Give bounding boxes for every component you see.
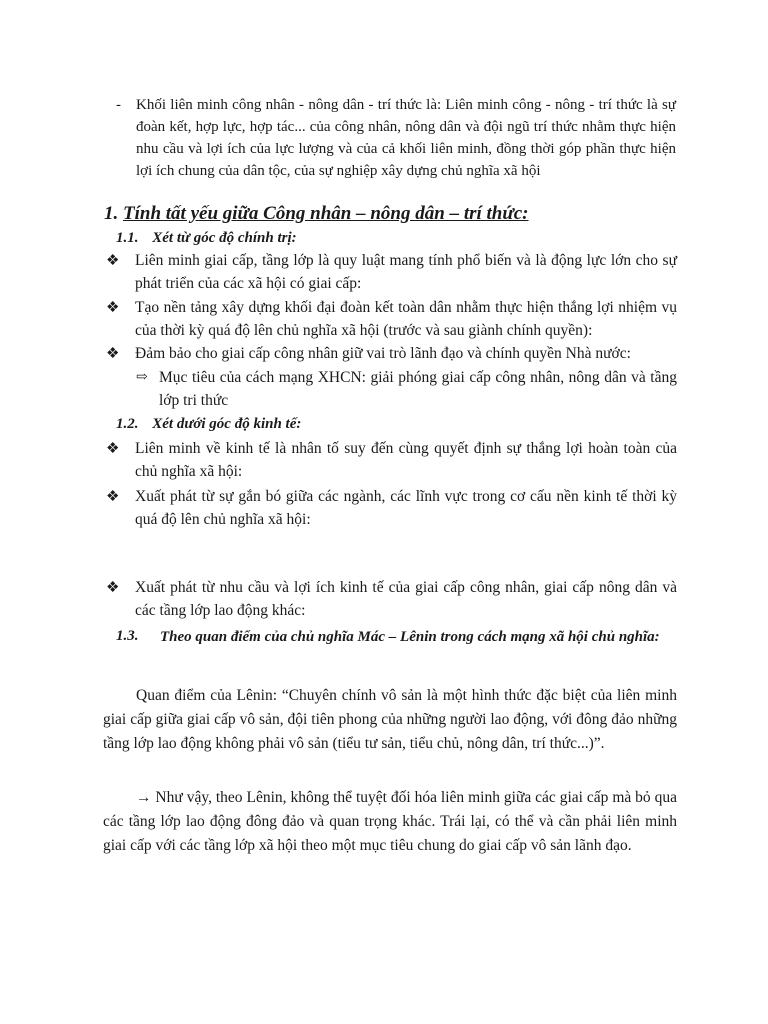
- diamond-bullet-icon: ❖: [106, 300, 120, 316]
- diamond-bullet-icon: ❖: [106, 580, 120, 596]
- list-item: Đảm bảo cho giai cấp công nhân giữ vai trò lãnh đạo và chính quyền Nhà nước:: [135, 345, 631, 362]
- subsection-number: 1.3.: [116, 628, 139, 644]
- intro-paragraph: Khối liên minh công nhân - nông dân - trí thức là: Liên minh công - nông - trí thức là sự đoàn kết, hợp lực, hợp tác... của công nhân, nông dân và đội ngũ trí thức nhằm thực hiện nhu cầu và lợi ích của lực lượng và của cả khối liên minh, đồng thời góp phần thực hiện lợi ích chung của dân tộc, của sự nghiệp xây dựng chủ nghĩa xã hội: [136, 97, 676, 179]
- conclusion-paragraph: → Như vậy, theo Lênin, không thể tuyệt đối hóa liên minh giữa các giai cấp mà bỏ qua các tầng lớp lao động đông đảo và quan trọng khác. Trái lại, có thể và cần phải liên minh giai cấp với các tầng lớp xã hội theo một mục tiêu chung do giai cấp vô sản lãnh đạo.: [103, 789, 677, 854]
- lenin-quote-paragraph: Quan điểm của Lênin: “Chuyên chính vô sản là một hình thức đặc biệt của liên minh giai cấp giữa giai cấp vô sản, đội tiên phong của những người lao động, với đông đảo những tầng lớp lao động không phải vô sản (tiểu tư sản, tiểu chủ, nông dân, trí thức...)”.: [103, 687, 677, 752]
- subsection-1-2-heading: [116, 413, 656, 435]
- diamond-bullet-icon: ❖: [106, 253, 120, 269]
- subsection-number: 1.2.: [116, 416, 139, 432]
- list-item: Tạo nền tảng xây dựng khối đại đoàn kết toàn dân nhằm thực hiện thắng lợi nhiệm vụ của thời kỳ quá độ lên chủ nghĩa xã hội (trước và sau giành chính quyền):: [135, 299, 677, 339]
- subsection-title: Xét từ góc độ chính trị:: [152, 230, 297, 246]
- subsection-number: 1.1.: [116, 230, 139, 246]
- subsection-title: Xét dưới góc độ kinh tế:: [152, 416, 302, 432]
- heading-title: Tính tất yếu giữa Công nhân – nông dân – trí thức:: [123, 203, 529, 224]
- diamond-bullet-icon: ❖: [106, 346, 120, 362]
- list-item: Liên minh giai cấp, tầng lớp là quy luật mang tính phổ biến và là động lực lớn cho sự phát triển của các xã hội có giai cấp:: [135, 252, 677, 292]
- diamond-bullet-icon: ❖: [106, 441, 120, 457]
- list-item: Xuất phát từ sự gắn bó giữa các ngành, các lĩnh vực trong cơ cấu nền kinh tế thời kỳ quá độ lên chủ nghĩa xã hội:: [135, 488, 677, 528]
- dash-bullet: -: [116, 97, 121, 113]
- section-heading-1: [104, 202, 664, 226]
- list-item: Liên minh về kinh tế là nhân tố suy đến cùng quyết định sự thắng lợi hoàn toàn của chủ nghĩa xã hội:: [135, 440, 677, 480]
- hollow-arrow-icon: ⇨: [136, 370, 148, 385]
- list-item: Xuất phát từ nhu cầu và lợi ích kinh tế của giai cấp công nhân, giai cấp nông dân và các tầng lớp lao động khác:: [135, 579, 677, 619]
- heading-number: 1.: [104, 203, 119, 224]
- sub-list-item: Mục tiêu của cách mạng XHCN: giải phóng giai cấp công nhân, nông dân và tầng lớp tri thức: [159, 369, 677, 409]
- subsection-1-1-heading: [116, 227, 656, 249]
- diamond-bullet-icon: ❖: [106, 489, 120, 505]
- subsection-title: Theo quan điểm của chủ nghĩa Mác – Lênin trong cách mạng xã hội chủ nghĩa:: [160, 629, 660, 645]
